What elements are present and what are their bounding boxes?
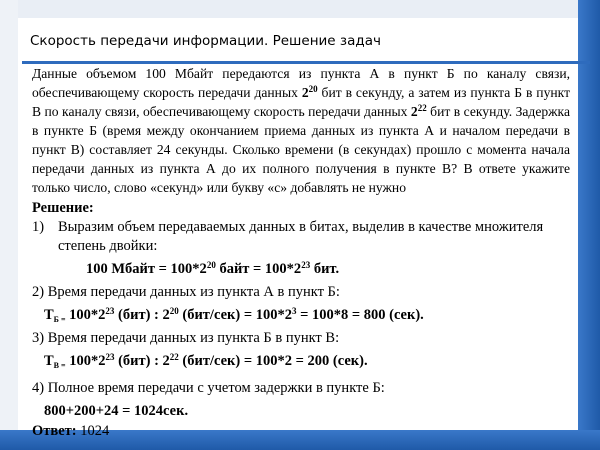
step-2-formula-b-exp: 20 — [169, 306, 179, 316]
problem-rate1-exp: 20 — [308, 84, 318, 94]
step-3-t-sub: В = — [53, 361, 66, 370]
step-2-t: T — [44, 307, 54, 323]
problem-statement — [32, 64, 570, 197]
slide-title — [22, 24, 570, 58]
step-3-t: T — [44, 353, 54, 369]
slide-content — [32, 64, 570, 441]
answer-label: Ответ: — [32, 423, 77, 439]
slide-title-text: Скорость передачи информации. Решение задач — [30, 33, 381, 49]
step-4-formula: 800+200+24 = 1024сек. — [44, 403, 189, 419]
solution-heading: Решение: — [32, 200, 94, 216]
problem-rate1-base: 2 — [301, 85, 309, 100]
step-3-formula-c: (бит/сек) = 100*2 = 200 (сек). — [178, 353, 368, 369]
left-decor-stripe — [0, 0, 18, 450]
step-1-formula-a-exp: 20 — [206, 260, 216, 270]
step-3: 3) Время передачи данных из пункта Б в пункт В: — [32, 330, 340, 346]
step-2-formula-c-exp: 3 — [291, 306, 297, 316]
step-2-t-sub: Б = — [53, 315, 66, 324]
step-2-formula-d: = 100*8 = 800 (сек). — [296, 307, 424, 323]
right-decor-stripe — [578, 0, 600, 450]
step-1-formula — [32, 260, 570, 279]
step-2-formula-a: 100*2 — [65, 307, 106, 323]
answer-line — [32, 422, 570, 441]
step-3-formula-b: (бит) : 2 — [114, 353, 170, 369]
step-1 — [32, 218, 570, 256]
step-2-formula-c: (бит/сек) = 100*2 — [178, 307, 292, 323]
step-3-formula-b-exp: 22 — [169, 352, 179, 362]
top-decor-stripe — [0, 0, 600, 18]
problem-text-2: бит в секунду, а затем из пункта Б в пункт В по каналу связи, обеспечивающему скорость передачи данных — [32, 85, 571, 119]
problem-rate2-base: 2 — [410, 104, 418, 119]
problem-rate2-exp: 22 — [417, 103, 427, 113]
step-2-formula — [32, 306, 570, 325]
step-1-text: Выразим объем передаваемых данных в битах, выделив в качестве множителя степень двойки: — [58, 219, 544, 254]
answer-value: 1024 — [76, 423, 110, 439]
step-3-formula — [32, 352, 570, 371]
problem-text-1: Данные объемом 100 Мбайт передаются из пункта А в пункт Б по каналу связи, обеспечивающему скорость передачи данных — [32, 66, 570, 100]
step-1-number: 1) — [32, 219, 45, 235]
step-2-formula-a-exp: 23 — [105, 306, 115, 316]
step-1-formula-b-exp: 23 — [301, 260, 311, 270]
step-2: 2) Время передачи данных из пункта А в пункт Б: — [32, 284, 340, 300]
step-4: 4) Полное время передачи с учетом задержки в пункте Б: — [32, 380, 385, 396]
step-3-formula-a-exp: 23 — [105, 352, 115, 362]
step-2-formula-b: (бит) : 2 — [114, 307, 170, 323]
step-1-formula-a: 100 Мбайт = 100*2 — [86, 261, 207, 277]
problem-text-3: бит в секунду. Задержка в пункте Б (время между окончанием приема данных из пункта А и началом передачи в пункт В) составляет 24 секунды. Сколько времени (в секундах) прошло с момента начала передачи данных из пункта А до их полного получения в пункте В? В ответе укажите только число, слово «секунд» или букву «с» добавлять не нужно — [32, 104, 570, 195]
step-1-formula-c: бит. — [310, 261, 340, 277]
step-3-formula-a: 100*2 — [65, 353, 106, 369]
step-1-formula-b: байт = 100*2 — [215, 261, 302, 277]
